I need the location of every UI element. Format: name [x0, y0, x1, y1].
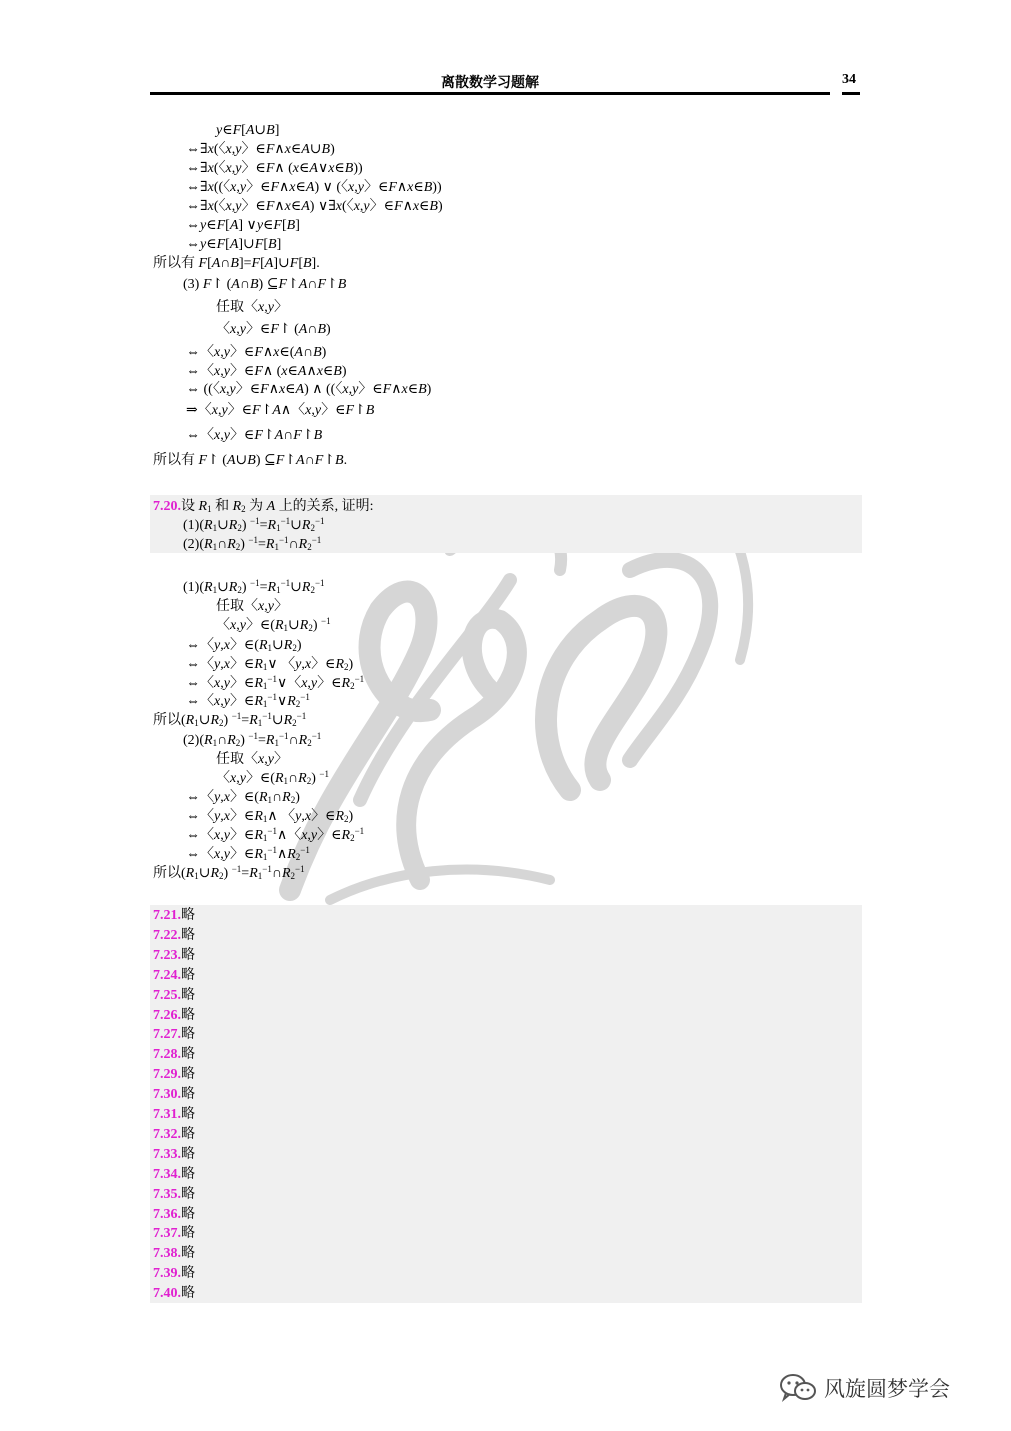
problem-number: 7.20. [153, 499, 181, 514]
omitted-label: 略 [181, 1286, 195, 1302]
problem-number: 7.36. [153, 1206, 181, 1222]
omitted-label: 略 [181, 927, 195, 943]
problem-number: 7.24. [153, 967, 181, 983]
omitted-label: 略 [181, 1266, 195, 1282]
problem-text: 设 $R_1$ 和 $R_2$ 为 A 上的关系, 证明: [181, 499, 374, 514]
omitted-problems-box [150, 905, 862, 1303]
omitted-label: 略 [181, 1107, 195, 1122]
problem-number: 7.22. [153, 927, 181, 943]
proof-line: 任取〈x,y〉 [216, 752, 288, 767]
proof-line: ⇔〈y,x〉$\in R_1\vee$ 〈y,x〉$\in R_2$) [186, 657, 354, 672]
problem-number: 7.37. [153, 1226, 181, 1242]
omitted-problem-item [153, 947, 195, 964]
problem-number: 7.39. [153, 1266, 181, 1282]
proof-line: ⇔∃x((〈x,y〉∈F∧x∈A) ∨ (〈x,y〉∈F∧x∈B)) [186, 180, 442, 195]
header-rule [150, 92, 830, 95]
omitted-label: 略 [181, 1087, 195, 1103]
problem-number: 7.40. [153, 1286, 181, 1302]
proof-line: ⇔〈x,y〉∈F∧ (x∈A∧x∈B) [186, 364, 347, 379]
page-title: 离散数学习题解 [441, 76, 539, 91]
problem-number: 7.25. [153, 987, 181, 1003]
page-header [150, 70, 862, 96]
problem-number: 7.29. [153, 1067, 181, 1083]
proof-line: ⇔ ((〈x,y〉∈F∧x∈A) ∧ ((〈x,y〉∈F∧x∈B) [186, 382, 432, 397]
page-number-rule [842, 92, 860, 95]
omitted-problem-item [153, 1046, 195, 1063]
omitted-label: 略 [181, 1007, 195, 1023]
problem-number: 7.31. [153, 1107, 181, 1122]
brand-name: 风旋圆梦学会 [824, 1377, 950, 1401]
omitted-label: 略 [181, 1146, 195, 1162]
omitted-problem-item [153, 1007, 195, 1024]
proof-line: ⇔∃x(〈x,y〉∈F∧ (x∈A∨x∈B)) [186, 161, 363, 176]
omitted-problem-item [153, 1265, 195, 1282]
proof-line: 〈x,y〉$\in(R_1\cup R_2)$ $^{-1}$ [216, 616, 331, 633]
omitted-problem-item [153, 927, 195, 944]
omitted-label: 略 [181, 1246, 195, 1262]
omitted-label: 略 [181, 1067, 195, 1083]
omitted-label: 略 [181, 967, 195, 983]
omitted-label: 略 [181, 1027, 195, 1043]
omitted-problem-item [153, 1186, 195, 1203]
omitted-problem-item [153, 1285, 195, 1302]
proof-line: ⇔∃x(〈x,y〉∈F∧x∈A) ∨∃x(〈x,y〉∈F∧x∈B) [186, 199, 443, 214]
subproblem-heading: $(1)(R_1\cup R_2)$ $^{-1}=R_1^{-1}\cup R_2^{-1}$ [183, 578, 325, 595]
proof-line: 任取〈x,y〉 [216, 599, 288, 614]
problem-part: $(2)(R_1\cap R_2)$ $^{-1}=R_1^{-1}\cap R_2^{-1}$ [183, 535, 322, 552]
problem-number: 7.32. [153, 1126, 181, 1142]
omitted-problem-item [153, 1166, 195, 1183]
conclusion-line: 所以有 F↾ (A∪B) ⊆F↾A∩F↾B. [153, 453, 348, 468]
wechat-icon [778, 1372, 818, 1404]
omitted-problem-item [153, 907, 195, 924]
proof-line: 〈x,y〉$\in(R_1\cap R_2)$ $^{-1}$ [216, 769, 329, 786]
omitted-problem-item [153, 1146, 195, 1163]
conclusion-line: 所以$(R_1\cup R_2)$ $^{-1}=R_1^{-1}\cup R_2^{-1}$ [153, 711, 307, 728]
proof-line: ⇔〈x,y〉∈F∧x∈(A∩B) [186, 345, 327, 360]
proof-line: ⇔y∈F[A] ∨y∈F[B] [186, 218, 300, 233]
omitted-problem-item [153, 1225, 195, 1242]
proof-line: ⇒〈x,y〉∈F↾A∧〈x,y〉∈F↾B [186, 403, 375, 418]
omitted-problem-item [153, 1086, 195, 1103]
omitted-label: 略 [181, 947, 195, 963]
omitted-label: 略 [181, 1206, 195, 1222]
omitted-problem-item [153, 1206, 195, 1223]
proof-line: y∈F[A∪B] [216, 123, 280, 138]
problem-part: $(1)(R_1\cup R_2)$ $^{-1}=R_1^{-1}\cup R_2^{-1}$ [183, 516, 325, 533]
omitted-problem-item [153, 1245, 195, 1262]
problem-number: 7.21. [153, 908, 181, 923]
problem-number: 7.28. [153, 1047, 181, 1063]
omitted-problem-item [153, 967, 195, 984]
page-number: 34 [842, 72, 856, 87]
conclusion-line: 所以$(R_1\cup R_2)$ $^{-1}=R_1^{-1}\cap R_2^{-1}$ [153, 864, 305, 881]
proof-line: ⇔〈x,y〉$\in R_1^{-1}\vee R_2^{-1}$ [186, 692, 310, 709]
omitted-problem-item [153, 1106, 195, 1123]
omitted-problem-item [153, 1026, 195, 1043]
problem-number: 7.23. [153, 947, 181, 963]
problem-number: 7.38. [153, 1246, 181, 1262]
proof-line: ⇔〈y,x〉$\in R_1\wedge$ 〈y,x〉$\in R_2$) [186, 809, 354, 824]
footer-brand [778, 1370, 950, 1406]
omitted-label: 略 [181, 908, 195, 923]
omitted-problem-item [153, 1066, 195, 1083]
omitted-problem-item [153, 1126, 195, 1143]
problem-7-20-statement [153, 498, 374, 515]
problem-number: 7.33. [153, 1146, 181, 1162]
proof-line: ⇔〈x,y〉∈F↾A∩F↾B [186, 428, 323, 443]
proof-line: ⇔〈x,y〉$\in R_1^{-1}\vee$〈x,y〉$\in R_2^{-1}$ [186, 674, 365, 691]
problem-number: 7.30. [153, 1087, 181, 1103]
omitted-label: 略 [181, 987, 195, 1003]
omitted-label: 略 [181, 1226, 195, 1242]
conclusion-line: 所以有 F[A∩B]=F[A]∪F[B]. [153, 256, 320, 271]
problem-number: 7.35. [153, 1186, 181, 1202]
omitted-label: 略 [181, 1166, 195, 1182]
proof-line: ⇔〈x,y〉$\in R_1^{-1}\wedge R_2^{-1}$ [186, 845, 310, 862]
omitted-label: 略 [181, 1047, 195, 1063]
proof-line: ⇔〈y,x〉$\in(R_1\cap R_2)$ [186, 790, 300, 805]
subproblem-heading: (3) F↾ (A∩B) ⊆F↾A∩F↾B [183, 277, 347, 292]
proof-line: ⇔〈x,y〉$\in R_1^{-1}\wedge$〈x,y〉$\in R_2^{-1}$ [186, 826, 365, 843]
proof-line: ⇔∃x(〈x,y〉∈F∧x∈A∪B) [186, 142, 335, 157]
proof-line: 〈x,y〉∈F↾ (A∩B) [216, 322, 331, 337]
problem-number: 7.26. [153, 1007, 181, 1023]
problem-number: 7.34. [153, 1166, 181, 1182]
omitted-problem-item [153, 987, 195, 1004]
proof-line: 任取〈x,y〉 [216, 300, 288, 315]
proof-line: ⇔y∈F[A]∪F[B] [186, 237, 282, 252]
proof-line: ⇔〈y,x〉$\in(R_1\cup R_2)$ [186, 638, 302, 653]
omitted-label: 略 [181, 1126, 195, 1142]
subproblem-heading: $(2)(R_1\cap R_2)$ $^{-1}=R_1^{-1}\cap R_2^{-1}$ [183, 731, 322, 748]
problem-number: 7.27. [153, 1027, 181, 1043]
omitted-label: 略 [181, 1186, 195, 1202]
